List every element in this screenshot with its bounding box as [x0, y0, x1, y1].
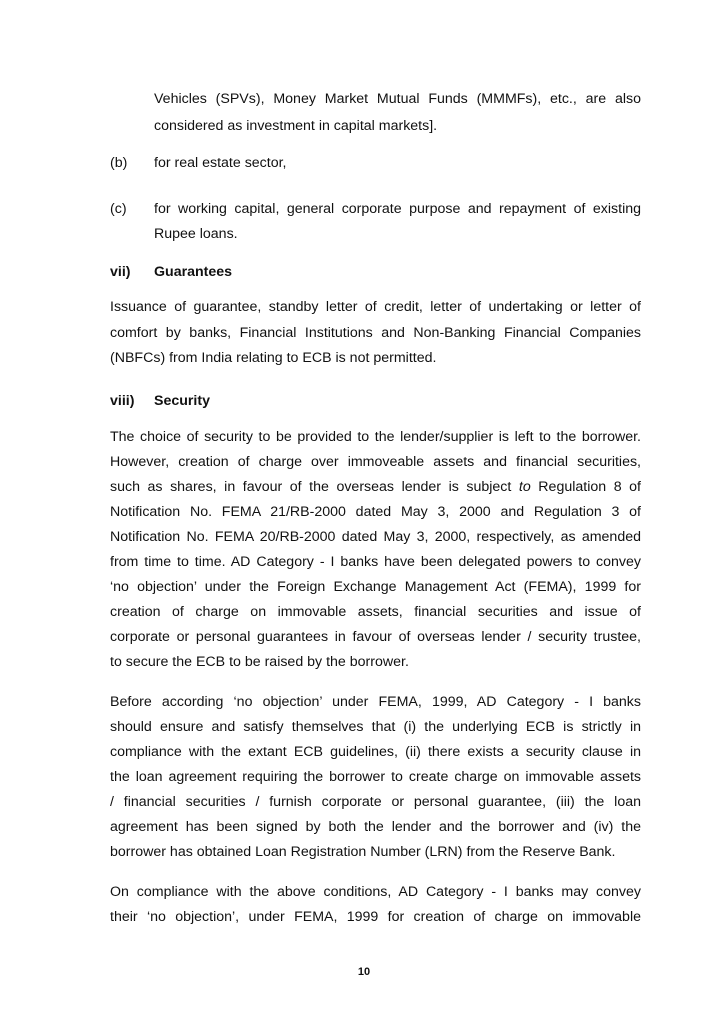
- security-para1-line-2: However, creation of charge over immoveable assets and financial securities,: [110, 454, 641, 470]
- security-para2-line-6: agreement has been signed by both the lender and the borrower and (iv) the: [110, 819, 641, 835]
- guarantees-para-line-1: Issuance of guarantee, standby letter of credit, letter of undertaking or letter of: [110, 299, 641, 315]
- guarantees-para-line-3: (NBFCs) from India relating to ECB is not permitted.: [110, 350, 437, 366]
- security-para2-line-7: borrower has obtained Loan Registration Number (LRN) from the Reserve Bank.: [110, 844, 616, 860]
- continued-item-line-1: Vehicles (SPVs), Money Market Mutual Funds (MMMFs), etc., are also: [154, 91, 641, 107]
- security-para2-line-2: should ensure and satisfy themselves that (i) the underlying ECB is strictly in: [110, 719, 641, 735]
- security-para1-line-4: Notification No. FEMA 21/RB-2000 dated May 3, 2000 and Regulation 3 of: [110, 504, 641, 520]
- security-para2-line-5: / financial securities / furnish corporate or personal guarantee, (iii) the loan: [110, 794, 641, 810]
- security-heading: Security: [154, 393, 210, 409]
- security-para2-line-1: Before according ‘no objection’ under FEMA, 1999, AD Category - I banks: [110, 694, 641, 710]
- security-para1-line-6: from time to time. AD Category - I banks have been delegated powers to convey: [110, 554, 641, 570]
- security-para1-line-3-a: such as shares, in favour of the overseas lender is subject: [110, 479, 519, 495]
- continued-item-line-2: considered as investment in capital markets].: [154, 118, 438, 134]
- item-c-line-2: Rupee loans.: [154, 226, 238, 242]
- security-para3-line-1: On compliance with the above conditions, AD Category - I banks may convey: [110, 884, 641, 900]
- security-para1-line-8: creation of charge on immovable assets, financial securities and issue of: [110, 604, 641, 620]
- security-para2-line-3: compliance with the extant ECB guidelines, (ii) there exists a security clause in: [110, 744, 641, 760]
- security-para1-line-9: corporate or personal guarantees in favour of overseas lender / security trustee,: [110, 629, 641, 645]
- security-para1-line-7: ‘no objection’ under the Foreign Exchange Management Act (FEMA), 1999 for: [110, 579, 641, 595]
- security-section-number: viii): [110, 393, 135, 409]
- item-b-label: (b): [110, 155, 128, 171]
- security-para1-line-3: [110, 478, 641, 496]
- guarantees-heading: Guarantees: [154, 264, 233, 280]
- security-para1-line-10: to secure the ECB to be raised by the borrower.: [110, 654, 409, 670]
- page-number: 10: [357, 966, 371, 978]
- security-para1-italic-to: to: [518, 479, 531, 495]
- guarantees-section-number: vii): [110, 264, 131, 280]
- item-c-label: (c): [110, 201, 127, 217]
- item-b-text: for real estate sector,: [154, 155, 287, 171]
- security-para1-line-1: The choice of security to be provided to the lender/supplier is left to the borrower.: [110, 429, 641, 445]
- security-para3-line-2: their ‘no objection’, under FEMA, 1999 for creation of charge on immovable: [110, 909, 641, 925]
- security-para1-line-5: Notification No. FEMA 20/RB-2000 dated May 3, 2000, respectively, as amended: [110, 529, 641, 545]
- security-para1-line-3-c: Regulation 8 of: [530, 479, 641, 495]
- item-c-line-1: for working capital, general corporate purpose and repayment of existing: [154, 201, 641, 217]
- security-para2-line-4: the loan agreement requiring the borrower to create charge on immovable assets: [110, 769, 641, 785]
- guarantees-para-line-2: comfort by banks, Financial Institutions and Non-Banking Financial Companies: [110, 325, 641, 341]
